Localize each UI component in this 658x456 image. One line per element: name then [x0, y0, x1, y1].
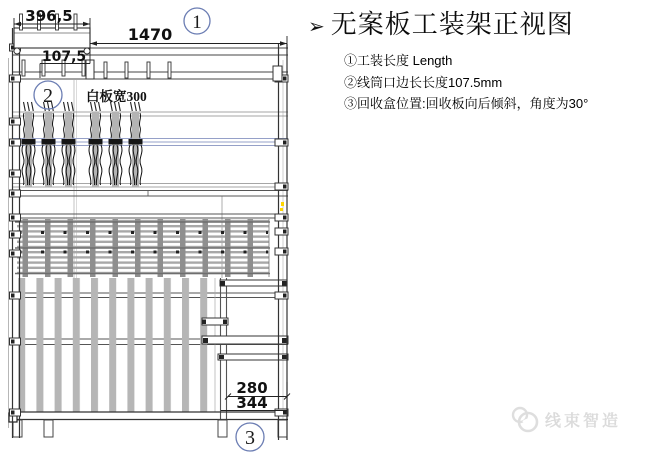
notes-list	[344, 50, 656, 115]
callout-2-number: 2	[43, 85, 53, 107]
dim-box-depth: 280	[236, 379, 268, 397]
callout-3	[236, 423, 264, 451]
page-title: 无案板工装架正视图	[330, 10, 574, 39]
dim-top-width: 396,5	[25, 7, 73, 25]
notes-panel	[304, 8, 656, 115]
board-width-label: 白板宽300	[86, 89, 147, 104]
callout-1-number: 1	[192, 12, 202, 33]
callout-3-number: 3	[245, 427, 255, 449]
wire-knot-icon	[510, 403, 540, 435]
dim-total-length: 1470	[127, 25, 173, 44]
note-item-2: ②线筒口边长长度107.5mm	[344, 74, 503, 90]
dim-tube-edge: 107,5	[41, 49, 87, 65]
bullet-arrow-icon: ➢	[308, 16, 325, 38]
watermark	[510, 403, 621, 435]
note-item-1: ①工装长度 Length	[344, 53, 453, 68]
technical-drawing	[0, 0, 300, 456]
callout-2	[34, 81, 62, 109]
callout-1	[184, 8, 210, 34]
heading-row	[304, 8, 656, 44]
dim-box-width: 344	[236, 394, 268, 412]
watermark-text: 线束智造	[545, 412, 622, 430]
note-item-3: ③回收盒位置:回收板向后倾斜，角度为30°	[344, 96, 589, 111]
